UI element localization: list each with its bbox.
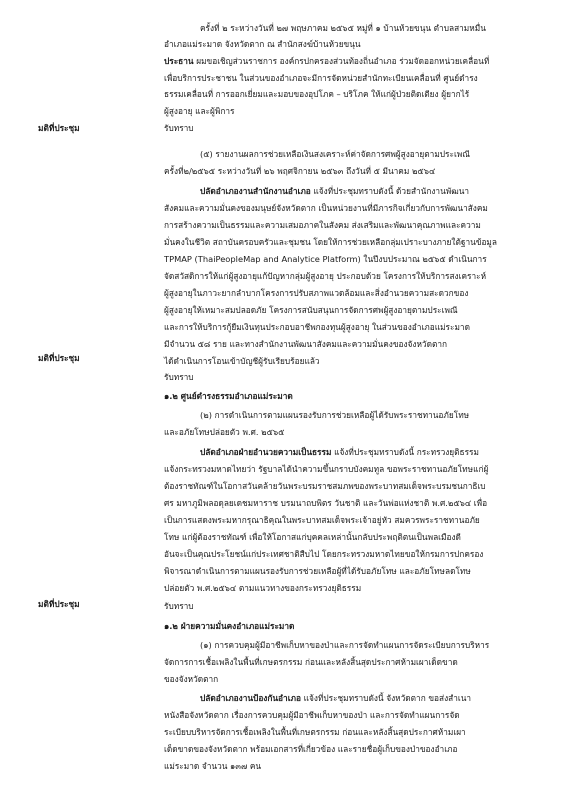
text-line: ศร มหาภูมิพลอดุลยเดชมหาราช บรมนาถบพิตร วันชาติ และวันพ่อแห่งชาติ พ.ศ.๒๕๖๔ เพื่อ <box>164 498 488 508</box>
text-line: เด็ดขาดของจังหวัดตาก พร้อมเอกสารที่เกี่ยวข้อง และรายชื่อผู้เก็บของป่าของอำเภอ <box>164 744 458 754</box>
speaker-label: ปลัดอำเภอฝ่ายอำนวยความเป็นธรรม <box>200 447 332 457</box>
text-line: ครั้งที่ ๒ ระหว่างวันที่ ๒๗ พฤษภาคม ๒๕๖๕ หมู่ที่ ๑ บ้านห้วยขนุน ตำบลสามหมื่น <box>200 23 486 33</box>
text-line: ของจังหวัดตาก <box>164 674 219 684</box>
text-line: พิจารณาดำเนินการตามแผนรองรับการช่วยเหลือผู้ที่ได้รับอภัยโทษ และอภัยโทษลดโทษ <box>164 566 471 576</box>
text-line: ได้ดำเนินการโอนเข้าบัญชีผู้รับเรียบร้อยแล้ว <box>164 356 320 366</box>
text-run: แจ้งที่ประชุมทราบดังนี้ กระทรวงยุติธรรม <box>334 447 479 457</box>
text-line: (๑) การควบคุมผู้มีอาชีพเก็บหาของป่าและการจัดทำแผนการจัดระเบียบการบริหาร <box>200 640 490 650</box>
margin-note-resolution: มติที่ประชุม <box>38 123 80 133</box>
text-run: แจ้งที่ประชุมทราบดังนี้ ด้วยสำนักงานพัฒนา <box>313 186 470 196</box>
text-line <box>200 446 479 460</box>
text-run: ผมขอเชิญส่วนราชการ องค์กรปกครองส่วนท้องถิ่นอำเภอ ร่วมจัดออกหน่วยเคลื่อนที่ <box>196 56 490 66</box>
text-run: แจ้งที่ประชุมทราบดังนี้ จังหวัดตาก ขอส่งสำเนา <box>303 693 472 703</box>
text-line: (๕) รายงานผลการช่วยเหลือเงินสงเคราะห์ค่าจัดการศพผู้สูงอายุตามประเพณี <box>200 149 470 159</box>
text-line: สังคมและความมั่นคงของมนุษย์จังหวัดตาก เป็นหน่วยงานที่มีภารกิจเกี่ยวกับการพัฒนาสังคม <box>164 203 488 213</box>
text-line: โทษ แก่ผู้ต้องราชทัณฑ์ เพื่อให้โอกาสแก่บุคคลเหล่านั้นกลับประพฤติตนเป็นพลเมืองดี <box>164 532 461 542</box>
speaker-label: ประธาน <box>164 56 194 66</box>
text-line: แจ้งกระทรวงมหาดไทยว่า รัฐบาลได้นำความขึ้นกราบบังคมทูล ขอพระราชทานอภัยโทษแก่ผู้ <box>164 464 489 474</box>
acknowledged-text: รับทราบ <box>164 601 194 611</box>
text-line: และการให้บริการกู้ยืมเงินทุนประกอบอาชีพกองทุนผู้สูงอายุ ในส่วนของอำเภอแม่ระมาด <box>164 322 470 332</box>
speaker-label: ปลัดอำเภองานป้องกันอำเภอ <box>200 693 301 703</box>
margin-note-resolution: มติที่ประชุม <box>38 599 80 609</box>
text-line <box>200 692 471 706</box>
margin-note-resolution: มติที่ประชุม <box>38 353 80 363</box>
section-heading: ๑.๒ ฝ่ายความมั่นคงอำเภอแม่ระมาด <box>164 621 295 631</box>
text-line: มีจำนวน ๕๘ ราย และทางสำนักงานพัฒนาสังคมและความมั่นคงของจังหวัดตาก <box>164 339 448 349</box>
text-line: ต้องราชทัณฑ์ในโอกาสวันคล้ายวันพระบรมราชสมภพของพระบาทสมเด็จพระบรมชนกาธิเบ <box>164 481 486 491</box>
text-line: การสร้างความเป็นธรรมและความเสมอภาคในสังคม ส่งเสริมและพัฒนาคุณภาพและความ <box>164 220 481 230</box>
text-line: และอภัยโทษปล่อยตัว พ.ศ. ๒๕๖๕ <box>164 427 285 437</box>
text-line: (๒) การดำเนินการตามแผนรองรับการช่วยเหลือผู้ได้รับพระราชทานอภัยโทษ <box>200 410 470 420</box>
text-line: ผู้สูงอายุ และผู้พิการ <box>164 106 235 116</box>
text-line: มั่นคงในชีวิต สถาบันครอบครัวและชุมชน โดยให้การช่วยเหลือกลุ่มเปราะบางภายใต้ฐานข้อมูล <box>164 237 497 247</box>
text-line: อันจะเป็นคุณประโยชน์แก่ประเทศชาติสืบไป โดยกระทรวงมหาดไทยขอให้กรมการปกครอง <box>164 549 484 559</box>
text-line: TPMAP (ThaiPeopleMap and Analytice Platform) ในปีงบประมาณ ๒๕๖๕ ดำเนินการ <box>164 254 487 264</box>
text-line: เพื่อบริการประชาชน ในส่วนของอำเภอจะมีการจัดหน่วยสำนักทะเบียนเคลื่อนที่ ศูนย์ดำรง <box>164 73 478 83</box>
speaker-label: ปลัดอำเภองานสำนักงานอำเภอ <box>200 186 311 196</box>
text-line: เป็นการแสดงพระมหากรุณาธิคุณในพระบาทสมเด็จพระเจ้าอยู่หัว สมควรพระราชทานอภัย <box>164 515 480 525</box>
text-line: แม่ระมาด จำนวน ๑๓๗ คน <box>164 761 262 771</box>
text-line <box>164 55 489 69</box>
acknowledged-text: รับทราบ <box>164 123 194 133</box>
acknowledged-text: รับทราบ <box>164 372 194 382</box>
text-line: ผู้สูงอายุให้เหมาะสมปลอดภัย โครงการสนับสนุนการจัดการศพผู้สูงอายุตามประเพณี <box>164 305 458 315</box>
text-line: จัดการการเชื้อเพลิงในพื้นที่เกษตรกรรม ก่อนและหลังสิ้นสุดประกาศห้ามเผาเด็ดขาด <box>164 657 458 667</box>
text-line <box>200 185 469 199</box>
text-line: หนังสือจังหวัดตาก เรื่องการควบคุมผู้มีอาชีพเก็บหาของป่า และการจัดทำแผนการจัด <box>164 710 460 720</box>
text-line: อำเภอแม่ระมาด จังหวัดตาก ณ สำนักสงฆ์บ้านห้วยขนุน <box>164 39 361 49</box>
text-line: ผู้สูงอายุในภาวะยากลำบากโครงการปรับสภาพแวดล้อมและสิ่งอำนวยความสะดวกของ <box>164 288 469 298</box>
text-line: ระเบียบบริหารจัดการเชื้อเพลิงในพื้นที่เกษตรกรรม ก่อนและหลังสิ้นสุดประกาศห้ามเผา <box>164 727 466 737</box>
section-heading: ๑.๒ ศูนย์ดำรงธรรมอำเภอแม่ระมาด <box>164 391 293 401</box>
text-line: ปล่อยตัว พ.ศ.๒๕๖๔ ตามแนวทางของกระทรวงยุติธรรม <box>164 583 362 593</box>
text-line: จัดสวัสดิการให้แก่ผู้สูงอายุแก้ปัญหากลุ่มผู้สูงอายุ ประกอบด้วย โครงการให้บริการสงเคราะห์ <box>164 271 487 281</box>
text-line: ครั้งที่๒/๒๕๖๕ ระหว่างวันที่ ๒๖ พฤศจิกายน ๒๕๖๓ ถึงวันที่ ๕ มีนาคม ๒๕๖๔ <box>164 166 436 176</box>
text-line: ธรรมเคลื่อนที่ การออกเยี่ยมและมอบของอุปโภค – บริโภค ให้แก่ผู้ป่วยติดเตียง ผู้ยากไร้ <box>164 89 470 99</box>
